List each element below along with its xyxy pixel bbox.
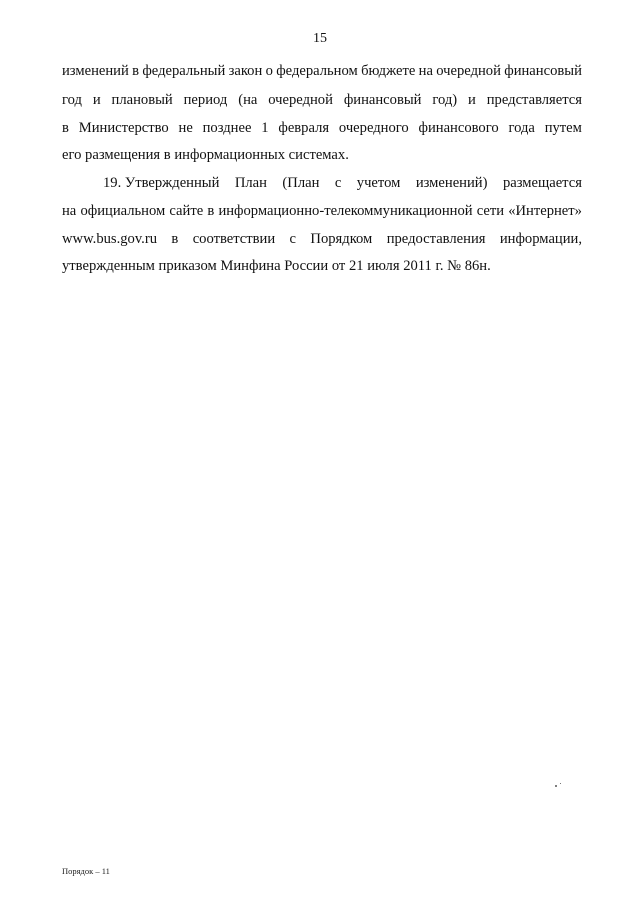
word: соответствии	[192, 231, 276, 247]
word: в	[62, 120, 69, 136]
word: закон	[228, 63, 263, 79]
word: очередной	[268, 92, 333, 108]
scan-speck	[560, 783, 561, 784]
word: период	[183, 92, 228, 108]
word: информационно-телекоммуникационной	[218, 203, 473, 219]
paragraph-1-line-4: его размещения в информационных системах.	[62, 147, 349, 163]
word: бюджете	[361, 63, 416, 79]
word: федеральный	[142, 63, 226, 79]
word: предоставления	[386, 231, 486, 247]
word: Порядком	[310, 231, 373, 247]
word: и	[468, 92, 476, 108]
word: позднее	[202, 120, 252, 136]
word: с	[289, 231, 297, 247]
word: в	[171, 231, 179, 247]
word: сайте	[169, 203, 204, 219]
word: учетом	[356, 175, 401, 191]
word: путем	[544, 120, 582, 136]
page-number: 15	[313, 31, 327, 46]
word: сети	[476, 203, 505, 219]
scan-speck	[555, 785, 557, 787]
word: на	[62, 203, 77, 219]
word: www.bus.gov.ru	[62, 231, 157, 247]
paragraph-1-line-3	[62, 119, 582, 137]
word: изменений)	[415, 175, 488, 191]
word: (План	[282, 175, 320, 191]
word: официальном	[80, 203, 166, 219]
word: года	[508, 120, 535, 136]
word: 19. Утвержденный	[103, 175, 220, 191]
word: изменений	[62, 63, 129, 79]
paragraph-2-line-1	[103, 174, 582, 192]
paragraph-1-line-1	[62, 62, 582, 80]
word: в	[207, 203, 215, 219]
word: представляется	[486, 92, 582, 108]
paragraph-1-line-2	[62, 91, 582, 109]
word: плановый	[111, 92, 173, 108]
word: в	[132, 63, 140, 79]
word: год)	[432, 92, 458, 108]
word: «Интернет»	[508, 203, 582, 219]
word: размещается	[502, 175, 582, 191]
word: финансового	[418, 120, 499, 136]
word: и	[92, 92, 101, 108]
word: финансовый	[504, 63, 582, 79]
word: очередного	[338, 120, 409, 136]
word: информации,	[499, 231, 582, 247]
word: (на	[238, 92, 258, 108]
paragraph-2-line-2	[62, 202, 582, 220]
word: не	[178, 120, 193, 136]
word: федеральном	[276, 63, 358, 79]
word: о	[265, 63, 273, 79]
word: Министерство	[78, 120, 169, 136]
word: финансовый	[343, 92, 422, 108]
footer-label: Порядок – 11	[62, 866, 110, 876]
word: очередной	[436, 63, 501, 79]
word: на	[418, 63, 433, 79]
word: с	[334, 175, 342, 191]
word: 1	[261, 120, 269, 136]
paragraph-2-line-4: утвержденным приказом Минфина России от 21 июля 2011 г. № 86н.	[62, 258, 491, 274]
word: год	[62, 92, 82, 108]
word: План	[234, 175, 267, 191]
word: февраля	[278, 120, 330, 136]
paragraph-2-line-3	[62, 230, 582, 248]
